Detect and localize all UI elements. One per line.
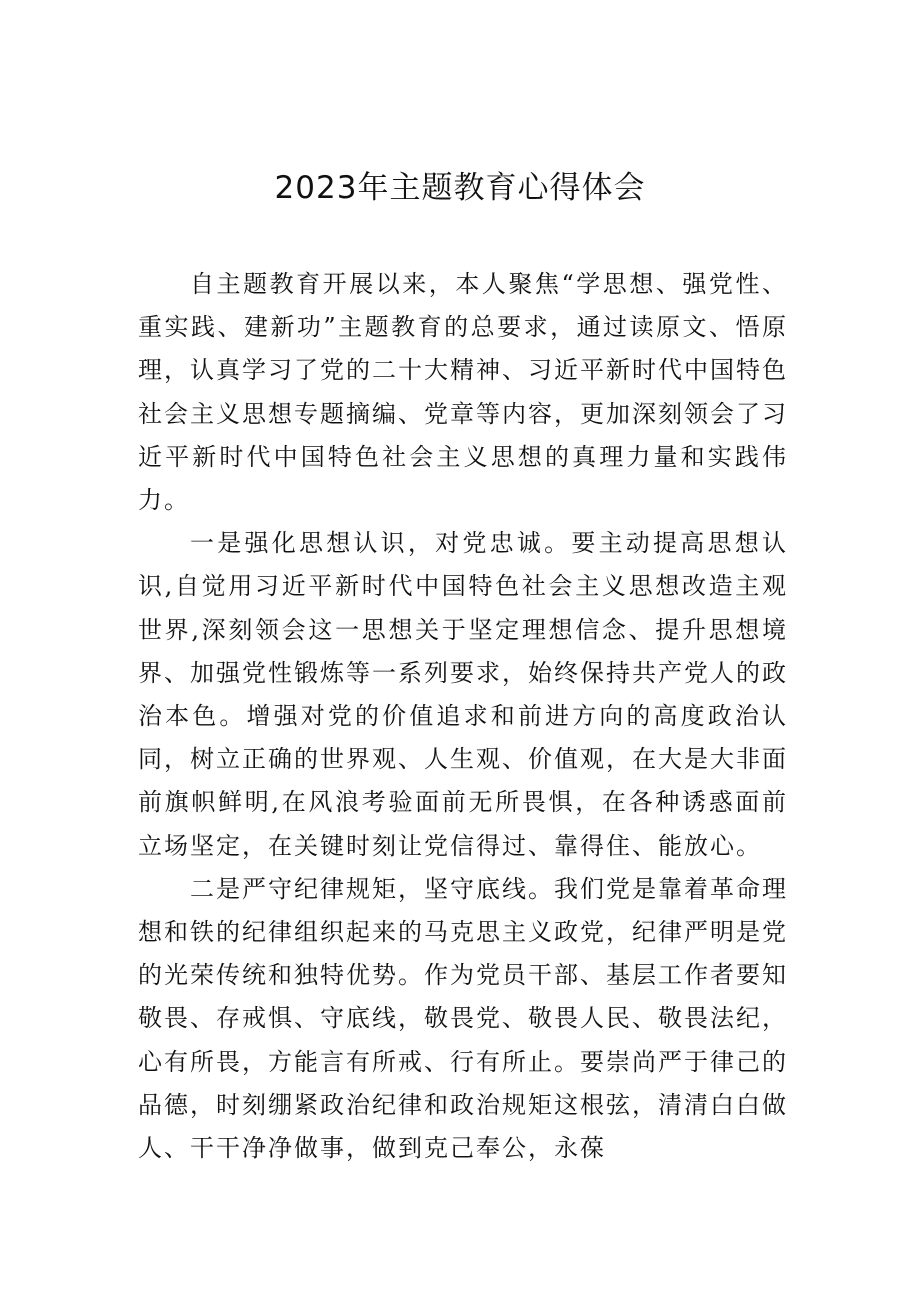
document-body	[138, 263, 788, 1170]
paragraph-point-one: 一是强化思想认识，对党忠诚。要主动提高思想认识,自觉用习近平新时代中国特色社会主义思想改造主观世界,深刻领会这一思想关于坚定理想信念、提升思想境界、加强党性锻炼等一系列要求，始终保持共产党人的政治本色。增强对党的价值追求和前进方向的高度政治认同，树立正确的世界观、人生观、价值观，在大是大非面前旗帜鲜明,在风浪考验面前无所畏惧，在各种诱惑面前立场坚定，在关键时刻让党信得过、靠得住、能放心。	[138, 529, 788, 860]
paragraph-point-two: 二是严守纪律规矩，坚守底线。我们党是靠着革命理想和铁的纪律组织起来的马克思主义政党，纪律严明是党的光荣传统和独特优势。作为党员干部、基层工作者要知敬畏、存戒惧、守底线，敬畏党、敬畏人民、敬畏法纪，心有所畏，方能言有所戒、行有所止。要崇尚严于律己的品德，时刻绷紧政治纪律和政治规矩这根弦，清清白白做人、干干净净做事，做到克己奉公，永葆	[138, 874, 788, 1163]
paragraph-intro: 自主题教育开展以来，本人聚焦“学思想、强党性、重实践、建新功”主题教育的总要求，通过读原文、悟原理，认真学习了党的二十大精神、习近平新时代中国特色社会主义思想专题摘编、党章等内容，更加深刻领会了习近平新时代中国特色社会主义思想的真理力量和实践伟力。	[138, 270, 788, 515]
document-title: 2023年主题教育心得体会	[274, 170, 646, 206]
